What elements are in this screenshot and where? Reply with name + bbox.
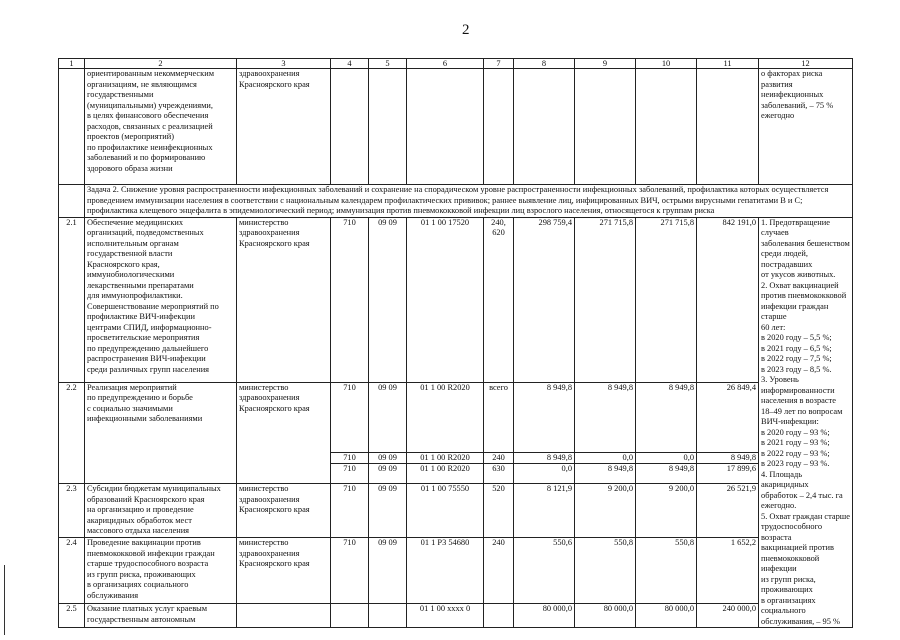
amount-2020: 0,0 — [514, 464, 575, 484]
program-table — [58, 58, 853, 628]
grbs-code: 710 — [331, 464, 369, 484]
page-number: 2 — [462, 22, 470, 38]
executor: министерство здравоохранения Красноярского края — [237, 484, 331, 538]
executor: министерство здравоохранения Красноярского края — [237, 382, 331, 484]
measure-name: Обеспечение медицинских организаций, подведомственных исполнительным органам государственной власти Красноярского края, иммунобиологическими лекарственными препаратами для иммунопрофилактики. Совершенствование мероприятий по профилактике ВИЧ-инфекции центрами СПИД, информационно- просветительские мероприятия по предупреждению дальнейшего распространения ВИЧ-инфекции среди различных групп населения — [85, 217, 237, 382]
vr-code — [484, 604, 514, 628]
csr-code: 01 1 P3 54680 — [407, 538, 484, 604]
vr-code: 630 — [484, 464, 514, 484]
amount-2021: 271 715,8 — [575, 217, 636, 382]
amount-total: 1 652,2 — [697, 538, 759, 604]
rzpr-code — [369, 604, 407, 628]
amount-total: 842 191,0 — [697, 217, 759, 382]
amount-2020: 80 000,0 — [514, 604, 575, 628]
executor: министерство здравоохранения Красноярского края — [237, 217, 331, 382]
rzpr-code: 09 09 — [369, 538, 407, 604]
amount-2020: 550,6 — [514, 538, 575, 604]
executor: здравоохранения Красноярского края — [237, 69, 331, 185]
row-number: 2.4 — [59, 538, 85, 604]
amount-total: 8 949,8 — [697, 452, 759, 464]
row-number: 2.3 — [59, 484, 85, 538]
measure-name: Реализация мероприятий по предупреждению и борьбе с социально значимыми инфекционными заболеваниями — [85, 382, 237, 484]
amount-2022: 8 949,8 — [636, 382, 697, 452]
col-num: 7 — [484, 59, 514, 69]
amount-2021: 0,0 — [575, 452, 636, 464]
executor: министерство здравоохранения Красноярского края — [237, 538, 331, 604]
task-row — [59, 185, 853, 218]
amount-2021: 8 949,8 — [575, 464, 636, 484]
margin-line — [4, 565, 5, 635]
grbs-code: 710 — [331, 382, 369, 452]
vr-code: 240, 620 — [484, 217, 514, 382]
vr-code: 240 — [484, 538, 514, 604]
rzpr-code: 09 09 — [369, 382, 407, 452]
table-row — [59, 69, 853, 185]
row-number: 2.1 — [59, 217, 85, 382]
vr-code: всего — [484, 382, 514, 452]
amount-2020: 298 759,4 — [514, 217, 575, 382]
vr-code: 240 — [484, 452, 514, 464]
col-num: 11 — [697, 59, 759, 69]
amount-2021: 550,8 — [575, 538, 636, 604]
col-num: 3 — [237, 59, 331, 69]
csr-code: 01 1 00 хххх 0 — [407, 604, 484, 628]
col-num: 2 — [85, 59, 237, 69]
col-num: 8 — [514, 59, 575, 69]
executor — [237, 604, 331, 628]
amount-total: 17 899,6 — [697, 464, 759, 484]
rzpr-code: 09 09 — [369, 464, 407, 484]
table-row — [59, 382, 853, 452]
col-num: 12 — [759, 59, 853, 69]
expected-results: 1. Предотвращение случаев заболевания бешенством среди людей, пострадавших от укусов животных. 2. Охват вакцинацией против пневмококковой инфекции граждан старше 60 лет: в 2020 году – 5,5 %; в 2021 году – 6,5 %; в 2022 году – 7,5 %; в 2023 году – 8,5 %. 3. Уровень информированности населения в возрасте 18–49 лет по вопросам ВИЧ-инфекции: в 2020 году – 93 %; в 2021 году – 93 %; в 2022 году – 93 %; в 2023 году – 93 %. 4. Площадь акарицидных обработок – 2,4 тыс. га ежегодно. 5. Охват граждан старше трудоспособного возраста вакцинацией против пневмококковой инфекции из групп риска, проживающих в организациях социального обслуживания, – 95 % — [759, 217, 853, 628]
amount-2021: 9 200,0 — [575, 484, 636, 538]
measure-name: Проведение вакцинации против пневмококковой инфекции граждан старше трудоспособного возраста из групп риска, проживающих в организациях социального обслуживания — [85, 538, 237, 604]
amount-2022: 550,8 — [636, 538, 697, 604]
amount-total: 26 849,4 — [697, 382, 759, 452]
amount-2020: 8 949,8 — [514, 382, 575, 452]
col-num: 6 — [407, 59, 484, 69]
row-number: 2.2 — [59, 382, 85, 484]
amount-2021: 80 000,0 — [575, 604, 636, 628]
row-number: 2.5 — [59, 604, 85, 628]
amount-2022: 8 949,8 — [636, 464, 697, 484]
amount-total: 26 521,9 — [697, 484, 759, 538]
measure-name: Субсидии бюджетам муниципальных образований Красноярского края на организацию и проведение акарицидных обработок мест массового отдыха населения — [85, 484, 237, 538]
csr-code: 01 1 00 17520 — [407, 217, 484, 382]
table-row — [59, 538, 853, 604]
col-num: 5 — [369, 59, 407, 69]
csr-code: 01 1 00 75550 — [407, 484, 484, 538]
table-row — [59, 217, 853, 382]
amount-2020: 8 949,8 — [514, 452, 575, 464]
amount-2022: 80 000,0 — [636, 604, 697, 628]
table-row — [59, 484, 853, 538]
column-number-row — [59, 59, 853, 69]
csr-code: 01 1 00 R2020 — [407, 452, 484, 464]
amount-2020: 8 121,9 — [514, 484, 575, 538]
rzpr-code: 09 09 — [369, 484, 407, 538]
grbs-code: 710 — [331, 452, 369, 464]
measure-name: ориентированным некоммерческим организациям, не являющимся государственными (муниципальными) учреждениями, в целях финансового обеспечения расходов, связанных с реализацией проектов (мероприятий) по профилактике неинфекционных заболеваний и по формированию здорового образа жизни — [85, 69, 237, 185]
rzpr-code: 09 09 — [369, 452, 407, 464]
rzpr-code: 09 09 — [369, 217, 407, 382]
col-num: 1 — [59, 59, 85, 69]
measure-name: Оказание платных услуг краевым государственным автономным — [85, 604, 237, 628]
grbs-code: 710 — [331, 217, 369, 382]
col-num: 4 — [331, 59, 369, 69]
amount-2022: 9 200,0 — [636, 484, 697, 538]
col-num: 9 — [575, 59, 636, 69]
csr-code: 01 1 00 R2020 — [407, 382, 484, 452]
expected-result: о факторах риска развития неинфекционных заболеваний, – 75 % ежегодно — [759, 69, 853, 185]
amount-2022: 271 715,8 — [636, 217, 697, 382]
grbs-code: 710 — [331, 538, 369, 604]
amount-2021: 8 949,8 — [575, 382, 636, 452]
csr-code: 01 1 00 R2020 — [407, 464, 484, 484]
amount-2022: 0,0 — [636, 452, 697, 464]
grbs-code — [331, 604, 369, 628]
amount-total: 240 000,0 — [697, 604, 759, 628]
grbs-code: 710 — [331, 484, 369, 538]
vr-code: 520 — [484, 484, 514, 538]
col-num: 10 — [636, 59, 697, 69]
task-2-text: Задача 2. Снижение уровня распространенности инфекционных заболеваний и сохранение на спорадическом уровне распространенности инфекционных заболеваний, профилактика которых осуществляется проведением иммунизации населения в соответствии с национальным календарем профилактических прививок; раннее выявление лиц, инфицированных ВИЧ, острыми вирусными гепатитами В и С; профилактика клещевого энцефалита в эпидемиологический период; иммунизация против пневмококковой инфекции лиц взрослого населения, относящегося к группам риска — [85, 185, 853, 218]
table-row — [59, 604, 853, 628]
